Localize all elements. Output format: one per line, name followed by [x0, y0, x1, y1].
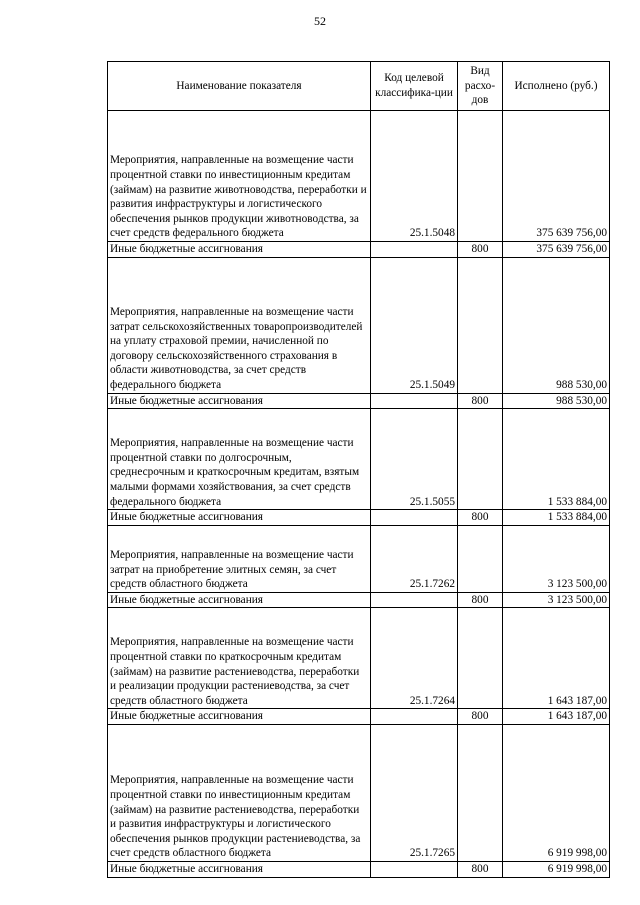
- table-row: [108, 724, 610, 861]
- row-code: 25.1.5048: [371, 111, 458, 242]
- table-row-allocation: [108, 861, 610, 877]
- alloc-name: Иные бюджетные ассигнования: [108, 861, 371, 877]
- row-name: Мероприятия, направленные на возмещение части процентной ставки по краткосрочным кредитам (займам) на развитие растениеводства, переработки и реализации продукции растениеводства, за счет средств областного бюджета: [108, 608, 371, 709]
- alloc-sum: 988 530,00: [503, 393, 610, 409]
- table-row: [108, 409, 610, 510]
- alloc-name: Иные бюджетные ассигнования: [108, 510, 371, 526]
- row-vid: [458, 409, 503, 510]
- table-row-allocation: [108, 709, 610, 725]
- header-code: Код целевой классифика-ции: [371, 62, 458, 111]
- row-sum: 3 123 500,00: [503, 525, 610, 592]
- alloc-code: [371, 592, 458, 608]
- row-name: Мероприятия, направленные на возмещение части затрат сельскохозяйственных товаропроизводителей на уплату страховой премии, начисленной по договору сельскохозяйственного страхования в области животноводства, за счет средств федерального бюджета: [108, 257, 371, 393]
- row-sum: 1 643 187,00: [503, 608, 610, 709]
- alloc-name: Иные бюджетные ассигнования: [108, 393, 371, 409]
- header-name: Наименование показателя: [108, 62, 371, 111]
- table-row-allocation: [108, 592, 610, 608]
- row-name: Мероприятия, направленные на возмещение части процентной ставки по долгосрочным, среднесрочным и краткосрочным кредитам, взятым малыми формами хозяйствования, за счет средств федерального бюджета: [108, 409, 371, 510]
- alloc-vid: 800: [458, 861, 503, 877]
- row-vid: [458, 111, 503, 242]
- alloc-code: [371, 510, 458, 526]
- row-code: 25.1.7264: [371, 608, 458, 709]
- row-name: Мероприятия, направленные на возмещение части процентной ставки по инвестиционным кредитам (займам) на развитие животноводства, переработки и развития инфраструктуры и логистического обеспечения рынков продукции животноводства, за счет средств федерального бюджета: [108, 111, 371, 242]
- row-name: Мероприятия, направленные на возмещение части затрат на приобретение элитных семян, за счет средств областного бюджета: [108, 525, 371, 592]
- row-sum: 988 530,00: [503, 257, 610, 393]
- table-row: [108, 525, 610, 592]
- alloc-sum: 1 533 884,00: [503, 510, 610, 526]
- row-code: 25.1.7262: [371, 525, 458, 592]
- alloc-name: Иные бюджетные ассигнования: [108, 592, 371, 608]
- alloc-name: Иные бюджетные ассигнования: [108, 709, 371, 725]
- row-sum: 1 533 884,00: [503, 409, 610, 510]
- row-vid: [458, 608, 503, 709]
- alloc-vid: 800: [458, 242, 503, 258]
- alloc-sum: 1 643 187,00: [503, 709, 610, 725]
- row-vid: [458, 525, 503, 592]
- table-row: [108, 111, 610, 242]
- page-number: 52: [314, 14, 326, 28]
- table-row-allocation: [108, 393, 610, 409]
- alloc-code: [371, 393, 458, 409]
- row-sum: 375 639 756,00: [503, 111, 610, 242]
- row-name: Мероприятия, направленные на возмещение части процентной ставки по инвестиционным кредитам (займам) на развитие растениеводства, переработки и развития инфраструктуры и логистического обеспечения рынков продукции растениеводства, за счет средств областного бюджета: [108, 724, 371, 861]
- alloc-sum: 6 919 998,00: [503, 861, 610, 877]
- row-vid: [458, 257, 503, 393]
- row-code: 25.1.5055: [371, 409, 458, 510]
- alloc-vid: 800: [458, 709, 503, 725]
- table-row: [108, 608, 610, 709]
- alloc-vid: 800: [458, 592, 503, 608]
- row-sum: 6 919 998,00: [503, 724, 610, 861]
- alloc-sum: 375 639 756,00: [503, 242, 610, 258]
- row-code: 25.1.7265: [371, 724, 458, 861]
- header-sum: Исполнено (руб.): [503, 62, 610, 111]
- header-vid: Вид расхо-дов: [458, 62, 503, 111]
- alloc-code: [371, 861, 458, 877]
- row-vid: [458, 724, 503, 861]
- table-header-row: [108, 62, 610, 111]
- alloc-sum: 3 123 500,00: [503, 592, 610, 608]
- budget-execution-table: [107, 61, 610, 878]
- alloc-vid: 800: [458, 510, 503, 526]
- table-row-allocation: [108, 242, 610, 258]
- table-row-allocation: [108, 510, 610, 526]
- alloc-code: [371, 242, 458, 258]
- alloc-code: [371, 709, 458, 725]
- row-code: 25.1.5049: [371, 257, 458, 393]
- alloc-name: Иные бюджетные ассигнования: [108, 242, 371, 258]
- alloc-vid: 800: [458, 393, 503, 409]
- table-row: [108, 257, 610, 393]
